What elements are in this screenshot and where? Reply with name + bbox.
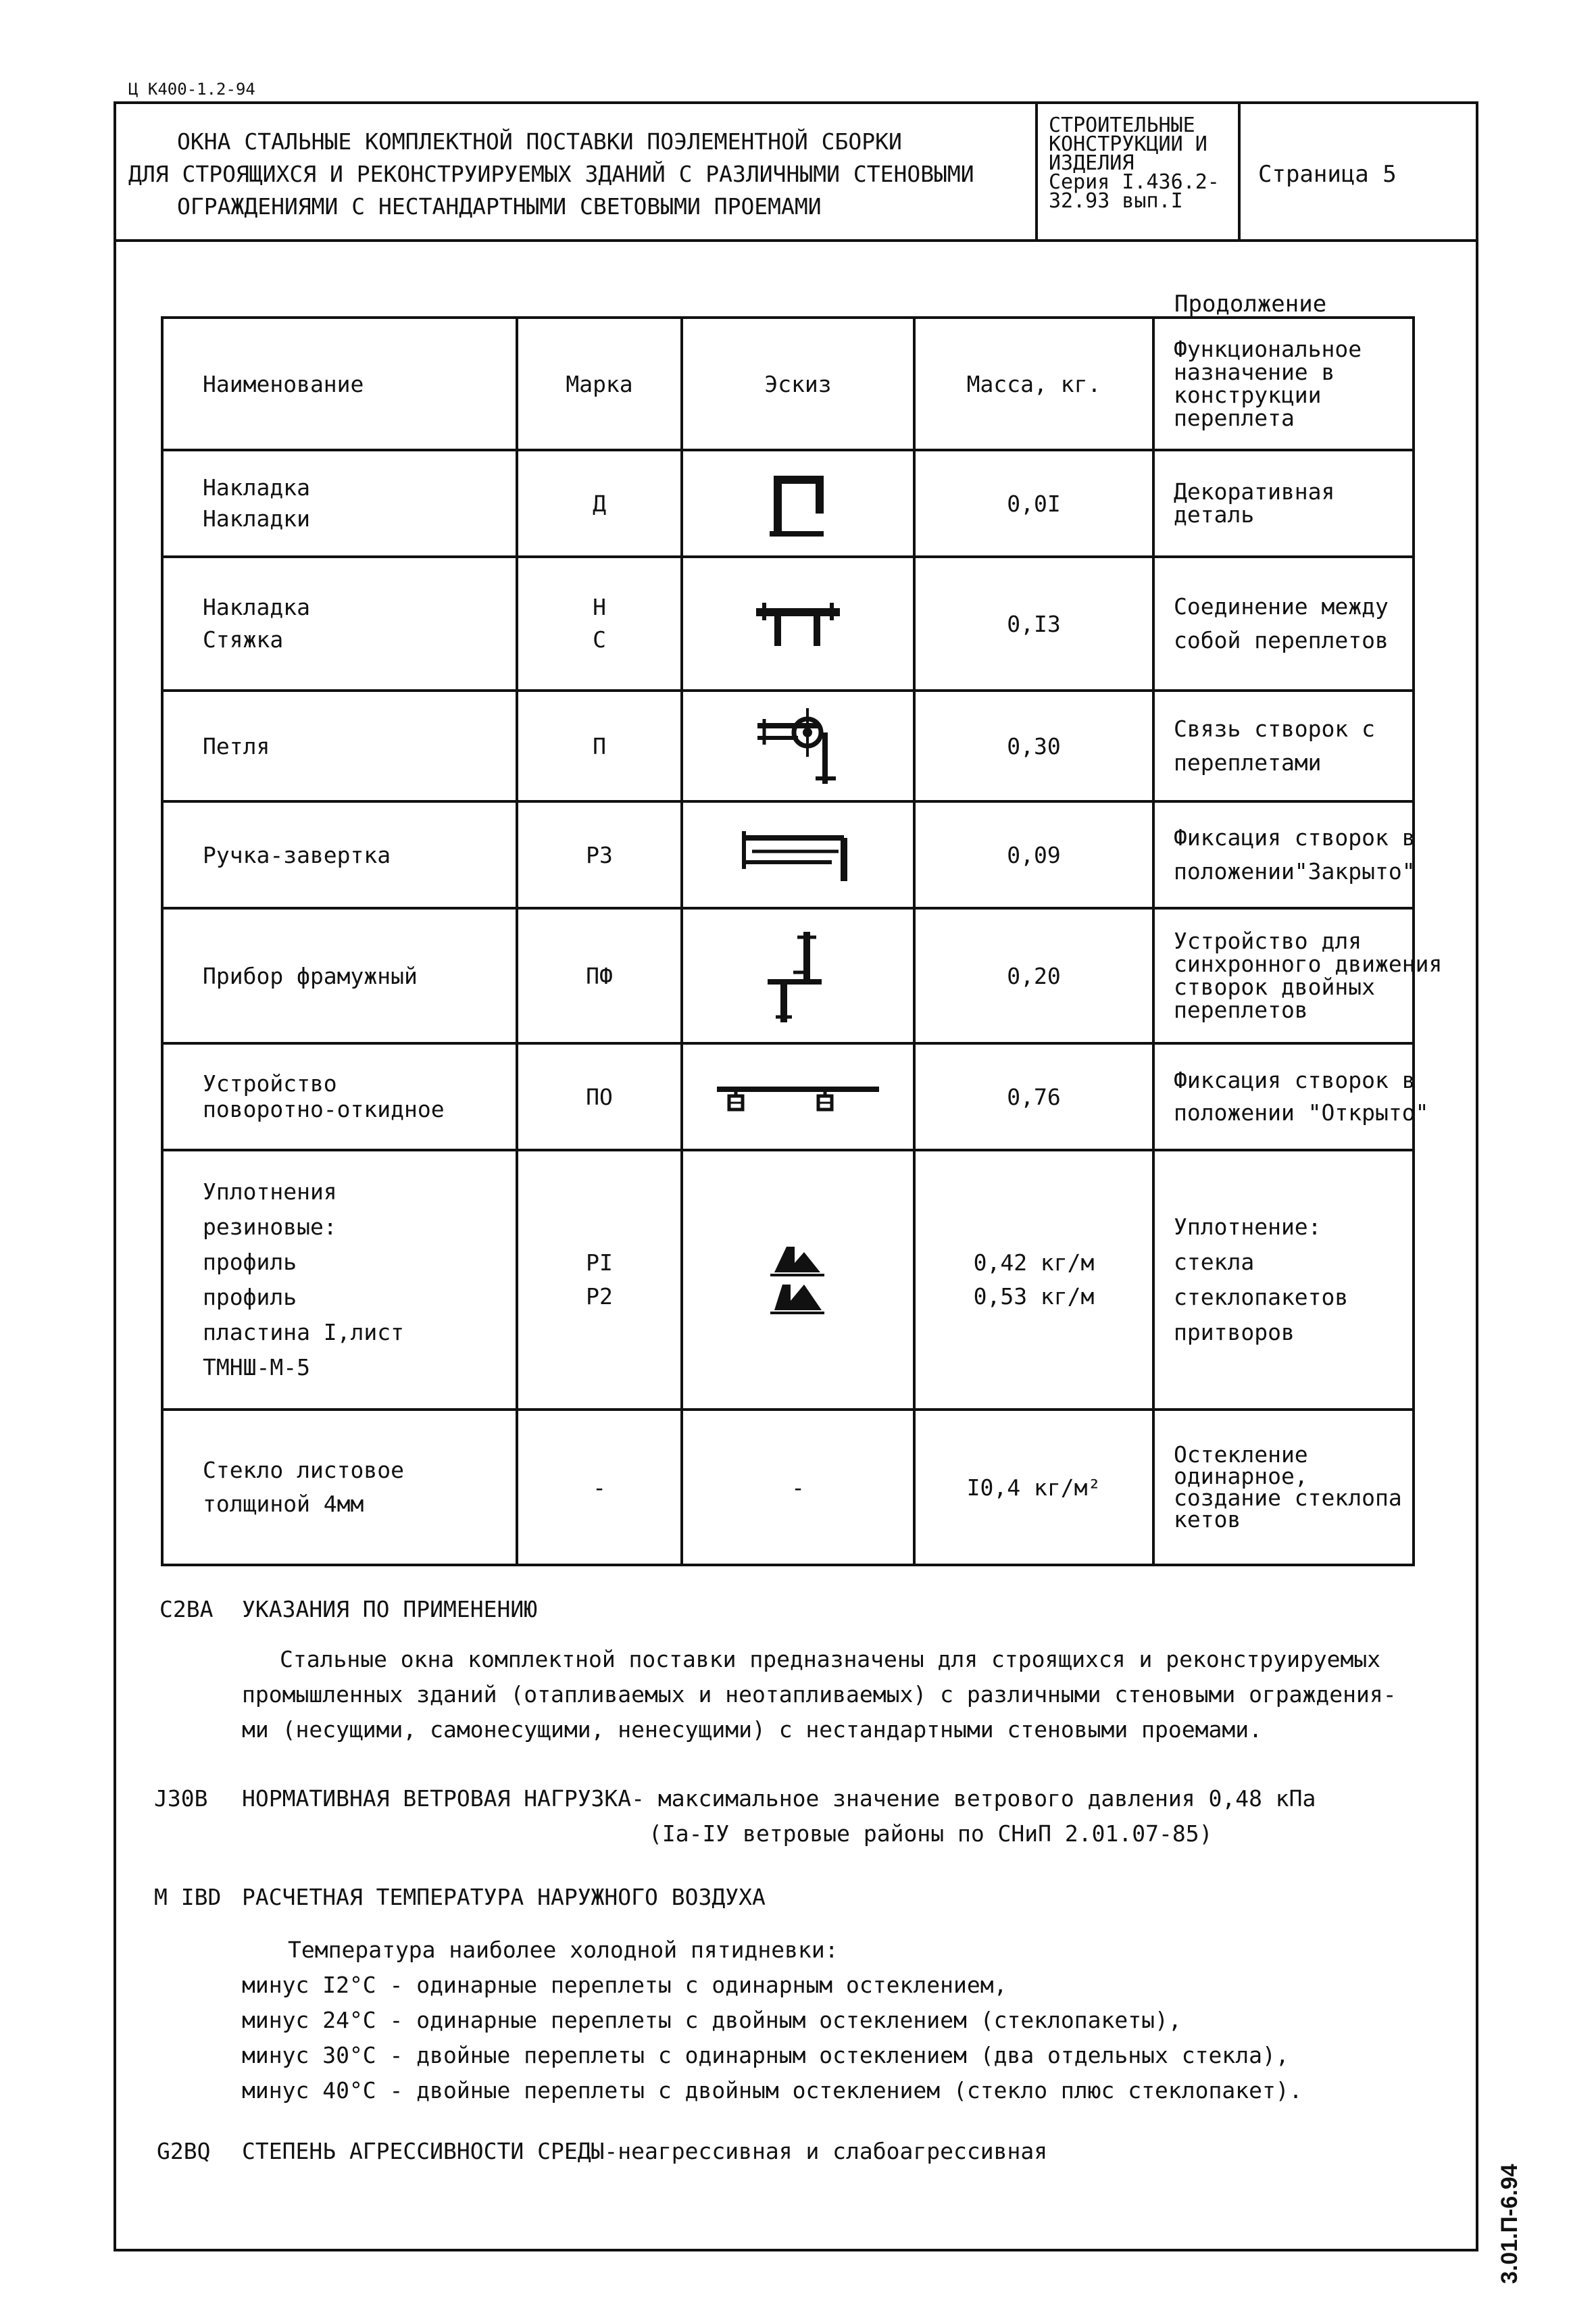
- row-function: Фиксация створок в положении "Открыто": [1153, 1043, 1414, 1150]
- decor-plate-sketch-icon: [682, 450, 914, 557]
- series-info: [1038, 104, 1241, 239]
- row-mass: 0,42 кг/м 0,53 кг/м: [914, 1150, 1153, 1410]
- row-function: Соединение между собой переплетов: [1153, 557, 1414, 691]
- row-mark: П: [517, 691, 682, 801]
- hinge-sketch-icon: [682, 691, 914, 801]
- section-text: (Iа-IУ ветровые районы по СНиП 2.01.07-85): [649, 1820, 1213, 1847]
- document-code: Ц К400-1.2-94: [128, 80, 255, 99]
- section-code: M IBD: [154, 1884, 222, 1910]
- header-mass: Масса, кг.: [914, 318, 1153, 450]
- row-mass: 0,I3: [914, 557, 1153, 691]
- section-code: G2BQ: [157, 2138, 211, 2164]
- table-row: [162, 1150, 1414, 1410]
- title-block: [116, 104, 1476, 242]
- transom-device-sketch-icon: [682, 908, 914, 1043]
- row-mark: Н С: [517, 557, 682, 691]
- table-row: [162, 691, 1414, 801]
- section-text: Температура наиболее холодной пятидневки: минус I2°С - одинарные переплеты с одинарным остеклением, минус 24°С - одинарные переплеты с двойным остеклением (стеклопакеты), минус 30°С - двойные переплеты с одинарным остеклением (два отдельных стекла), минус 40°С - двойные переплеты с двойным остеклением (стекло плюс стеклопакет).: [242, 1937, 1303, 2104]
- series-line: 32.93 вып.I: [1049, 189, 1183, 213]
- rubber-seals-sketch-icon: [682, 1150, 914, 1410]
- row-mark: Д: [517, 450, 682, 557]
- row-mass: I0,4 кг/м²: [914, 1410, 1153, 1565]
- row-mark: ПО: [517, 1043, 682, 1150]
- continuation-label: Продолжение: [1174, 291, 1327, 318]
- table-header-row: [162, 318, 1414, 450]
- row-mass: 0,76: [914, 1043, 1153, 1150]
- row-function: Фиксация створок в положении"Закрыто": [1153, 801, 1414, 908]
- section-title: РАСЧЕТНАЯ ТЕМПЕРАТУРА НАРУЖНОГО ВОЗДУХА: [242, 1884, 766, 1910]
- section-code: J30B: [154, 1785, 208, 1812]
- title-line: ДЛЯ СТРОЯЩИХСЯ И РЕКОНСТРУИРУЕМЫХ ЗДАНИЙ С РАЗЛИЧНЫМИ СТЕНОВЫМИ: [128, 161, 974, 187]
- row-name: Петля: [162, 691, 517, 801]
- row-mass: 0,30: [914, 691, 1153, 801]
- page-number: Страница 5: [1258, 161, 1397, 188]
- row-mark: PI P2: [517, 1150, 682, 1410]
- table-row: [162, 1410, 1414, 1565]
- row-mass: 0,20: [914, 908, 1153, 1043]
- series-line: СТРОИТЕЛЬНЫЕ: [1049, 114, 1195, 137]
- document-title: [116, 104, 1038, 239]
- series-line: ИЗДЕЛИЯ: [1049, 151, 1134, 175]
- section-title: УКАЗАНИЯ ПО ПРИМЕНЕНИЮ: [242, 1596, 538, 1622]
- row-function: Декоративная деталь: [1153, 450, 1414, 557]
- row-mass: 0,09: [914, 801, 1153, 908]
- table-row: [162, 450, 1414, 557]
- tie-plate-sketch-icon: [682, 557, 914, 691]
- row-name: Накладка Накладки: [162, 450, 517, 557]
- section-title: НОРМАТИВНАЯ ВЕТРОВАЯ НАГРУЗКА- максимальное значение ветрового давления 0,48 кПа: [242, 1785, 1316, 1812]
- row-mark: ПФ: [517, 908, 682, 1043]
- title-line: ОКНА СТАЛЬНЫЕ КОМПЛЕКТНОЙ ПОСТАВКИ ПОЭЛЕМЕНТНОЙ СБОРКИ: [177, 128, 902, 155]
- row-name: Устройство поворотно-откидное: [162, 1043, 517, 1150]
- row-name: Накладка Стяжка: [162, 557, 517, 691]
- row-function: Устройство для синхронного движения створок двойных переплетов: [1153, 908, 1414, 1043]
- row-mark: РЗ: [517, 801, 682, 908]
- parts-table: [161, 316, 1443, 1566]
- tilt-turn-device-sketch-icon: [682, 1043, 914, 1150]
- row-function: Уплотнение: стекла стеклопакетов притворов: [1153, 1150, 1414, 1410]
- table-row: [162, 908, 1414, 1043]
- row-sketch: -: [682, 1410, 914, 1565]
- vertical-document-code: 3.01.П-6.94: [1497, 2164, 1522, 2284]
- section-title: СТЕПЕНЬ АГРЕССИВНОСТИ СРЕДЫ-неагрессивная и слабоагрессивная: [242, 2138, 1048, 2164]
- section-text: Стальные окна комплектной поставки предназначены для строящихся и реконструируемых промышленных зданий (отапливаемых и неотапливаемых) с различными стеновыми ограждения- ми (несущими, самонесущими, ненесущими) с нестандартными стеновыми проемами.: [242, 1646, 1397, 1743]
- header-mark: Марка: [517, 318, 682, 450]
- header-function: Функциональное назначение в конструкции переплета: [1153, 318, 1414, 450]
- header-sketch: Эскиз: [682, 318, 914, 450]
- row-function: Остекление одинарное, создание стеклопа кетов: [1153, 1410, 1414, 1565]
- header-name: Наименование: [162, 318, 517, 450]
- row-name: Ручка-завертка: [162, 801, 517, 908]
- row-mass: 0,0I: [914, 450, 1153, 557]
- row-name: Стекло листовое толщиной 4мм: [162, 1410, 517, 1565]
- row-name: Прибор фрамужный: [162, 908, 517, 1043]
- row-mark: -: [517, 1410, 682, 1565]
- table-row: [162, 1043, 1414, 1150]
- section-code: C2BA: [159, 1596, 214, 1622]
- table-row: [162, 801, 1414, 908]
- table-row: [162, 557, 1414, 691]
- row-name: Уплотнения резиновые: профиль профиль пластина I,лист ТМНШ-М-5: [162, 1150, 517, 1410]
- series-line: КОНСТРУКЦИИ И: [1049, 132, 1207, 156]
- handle-sketch-icon: [682, 801, 914, 908]
- title-line: ОГРАЖДЕНИЯМИ С НЕСТАНДАРТНЫМИ СВЕТОВЫМИ ПРОЕМАМИ: [177, 193, 822, 220]
- row-function: Связь створок с переплетами: [1153, 691, 1414, 801]
- series-line: Серия I.436.2-: [1049, 170, 1220, 194]
